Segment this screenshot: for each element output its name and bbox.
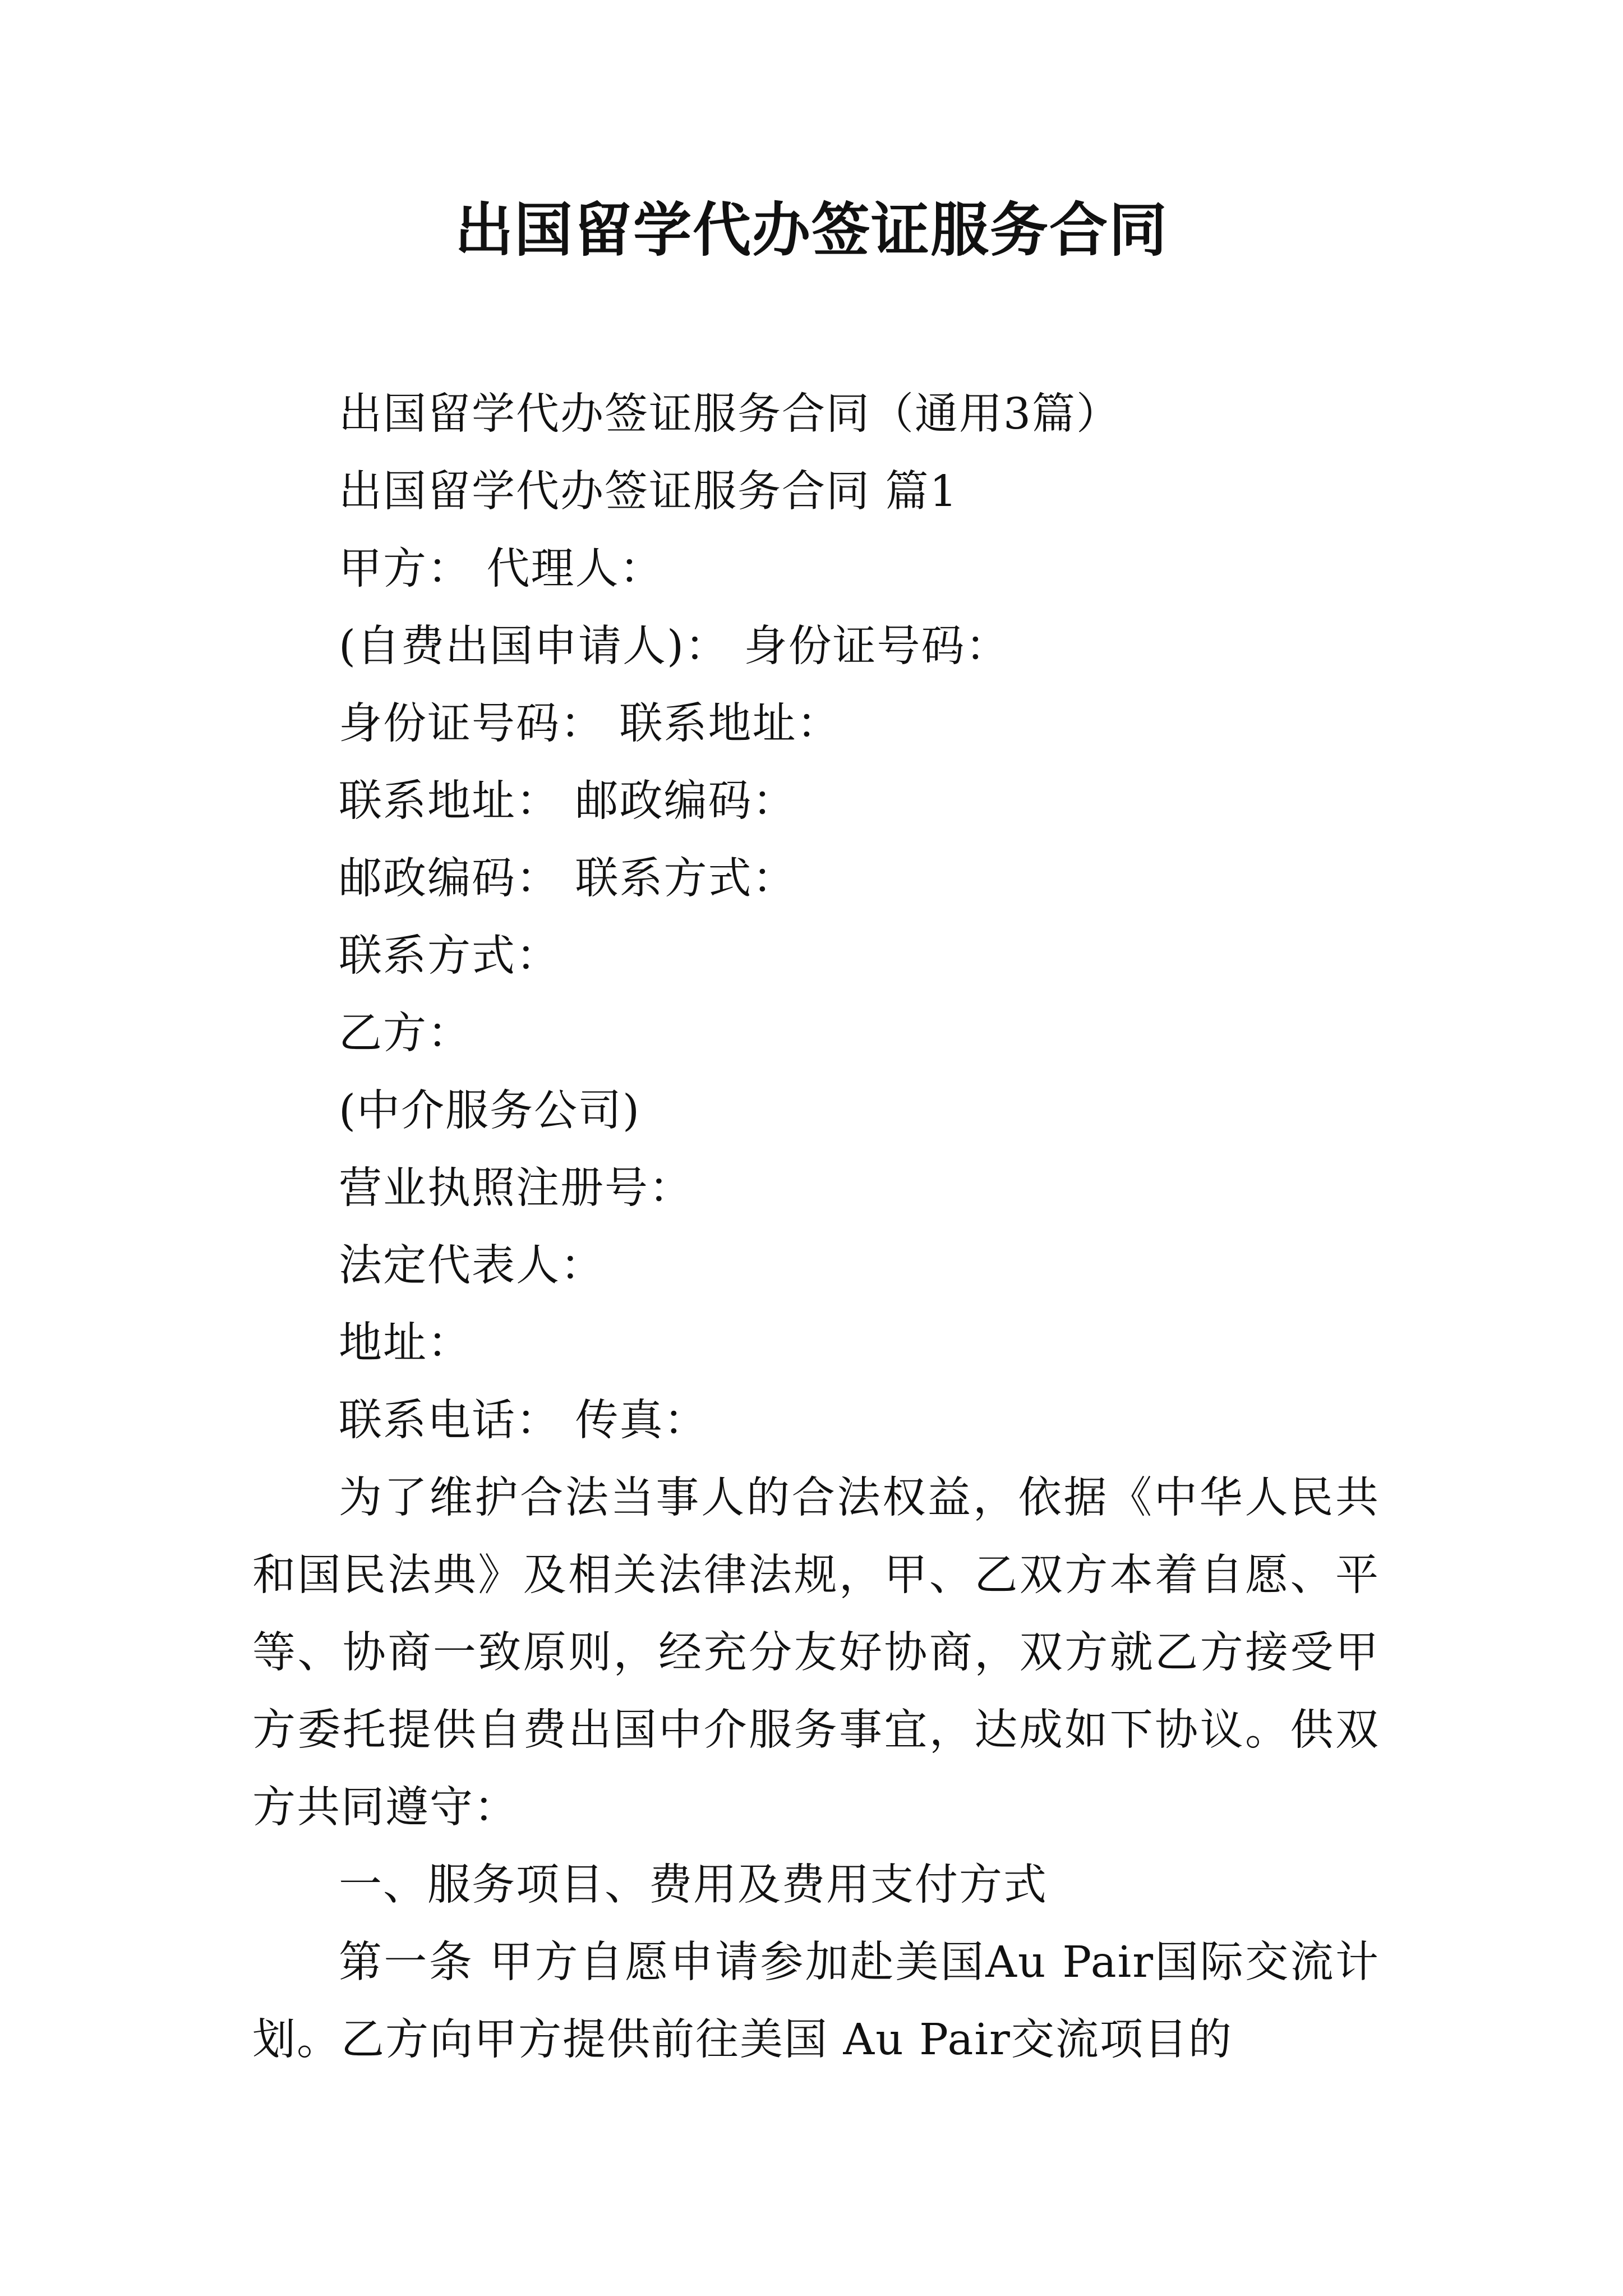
clause-heading: 一、服务项目、费用及费用支付方式	[339, 1860, 1048, 1910]
contact-line: 联系方式：	[339, 931, 560, 981]
article-one-paragraph: 第一条 甲方自愿申请参加赴美国Au Pair国际交流计划。乙方向甲方提供前往美国 Au Pair交流项目的	[252, 1938, 1380, 2065]
phone-fax-line: 联系电话： 传真：	[339, 1396, 708, 1446]
license-line: 营业执照注册号：	[339, 1163, 693, 1213]
subtitle-line: 出国留学代办签证服务合同（通用3篇）	[339, 389, 1121, 439]
applicant-line: (自费出国申请人)： 身份证号码：	[339, 622, 1010, 671]
party-a-line: 甲方： 代理人：	[339, 544, 664, 594]
location-line: 地址：	[339, 1318, 472, 1368]
postcode-line: 邮政编码： 联系方式：	[339, 854, 797, 904]
id-number-line: 身份证号码： 联系地址：	[339, 699, 841, 749]
document-title: 出国留学代办签证服务合同	[454, 196, 1168, 264]
address-line: 联系地址： 邮政编码：	[339, 776, 797, 826]
document-body	[252, 376, 1380, 2079]
party-b-line: 乙方：	[339, 1009, 472, 1059]
preamble-paragraph: 为了维护合法当事人的合法权益，依据《中华人民共和国民法典》及相关法律法规，甲、乙双方本着自愿、平等、协商一致原则，经充分友好协商，双方就乙方接受甲方委托提供自费出国中介服务事宜，达成如下协议。供双方共同遵守：	[252, 1473, 1380, 1833]
section-heading: 出国留学代办签证服务合同 篇1	[339, 467, 958, 517]
agency-line: (中介服务公司)	[339, 1086, 641, 1136]
legal-rep-line: 法定代表人：	[339, 1241, 605, 1291]
